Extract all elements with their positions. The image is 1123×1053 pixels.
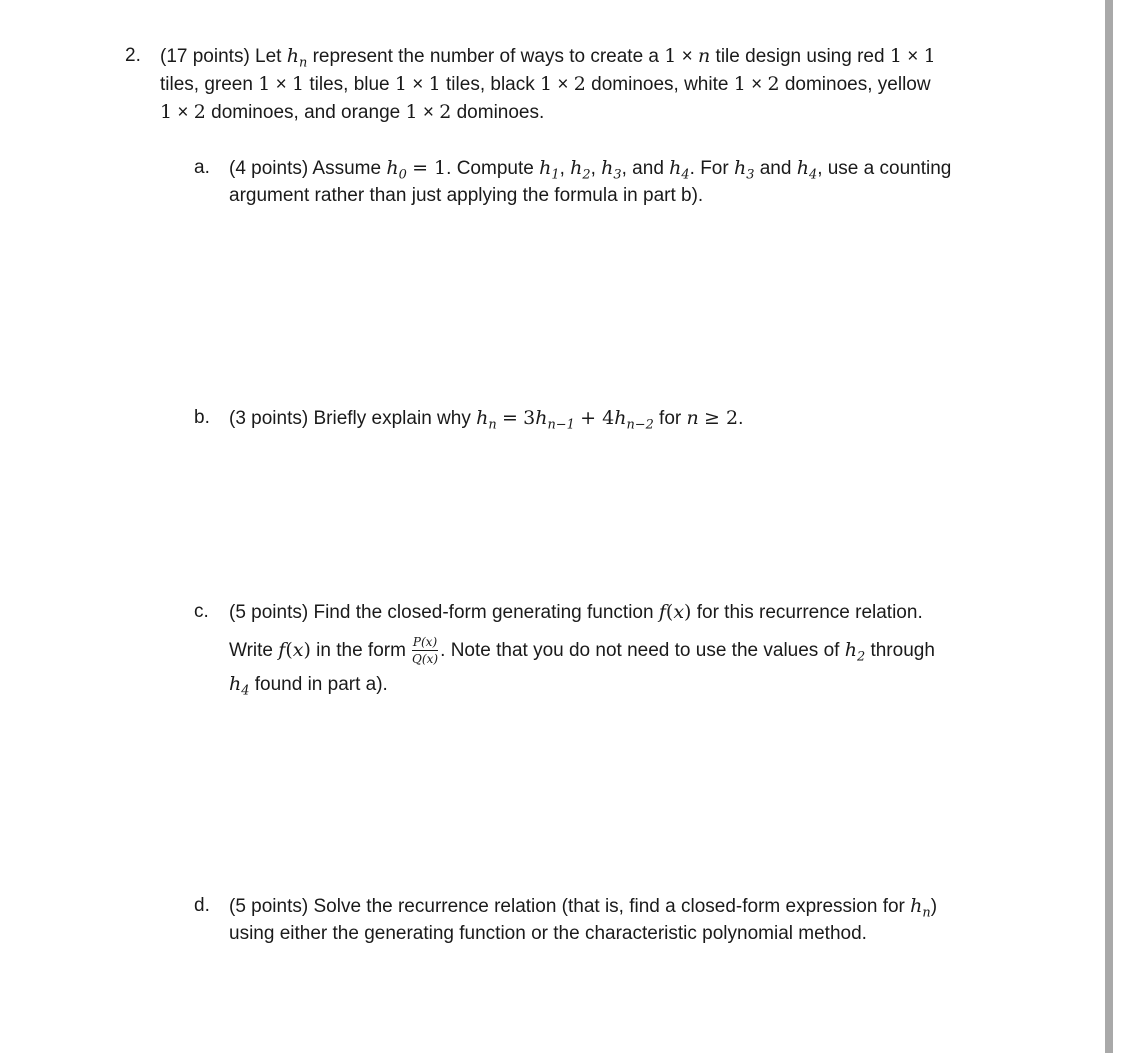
problem-text: (17 points) Let $h_n$ represent the number of ways to create a 1 × n tile design using red 1 × 1 [160,45,936,71]
part-a-line-2 [229,184,703,208]
part-d-line-1 [229,894,937,919]
part-b-line-1 [229,406,743,431]
vertical-scrollbar[interactable] [1105,0,1113,1053]
fraction-numerator: P(x) [412,635,438,649]
part-b-text: (3 points) Briefly explain why $h_n = 3h_{n-1} + 4h_{n-2}$ for n ≥ 2. [229,407,744,433]
part-a-label: a. [194,157,210,178]
part-c-label: c. [194,601,209,622]
part-c-text: $h_4$ found in part a). [229,673,388,699]
part-c-text: Write f(x) in the form $\frac{P(x)}{Q(x)}$ . Note that you do not need to use the values of $h_2$ through [229,635,935,666]
part-d-label: d. [194,895,210,916]
part-d-text: using either the generating function or the characteristic polynomial method. [229,923,867,944]
part-a-text: argument rather than just applying the formula in part b). [229,185,704,206]
part-c-line-3 [229,672,388,697]
fraction-p-over-q [412,635,438,666]
part-c-line-1 [229,600,923,625]
part-a-text: (4 points) Assume $h_0 = 1$. Compute $h_1$, $h_2$, $h_3$, and $h_4$. For $h_3$ and $h_4$, use a counting [229,157,952,183]
fraction-denominator: Q(x) [412,652,439,666]
part-c-text: (5 points) Find the closed-form generating function f(x) for this recurrence relation. [229,601,923,623]
problem-line-3 [160,100,544,125]
problem-line-2 [160,72,931,97]
part-d-text: (5 points) Solve the recurrence relation (that is, find a closed-form expression for $h_n$) [229,895,938,921]
problem-text: tiles, green 1 × 1 tiles, blue 1 × 1 tiles, black 1 × 2 dominoes, white 1 × 2 dominoes, yellow [160,73,931,95]
problem-text: 1 × 2 dominoes, and orange 1 × 2 dominoes. [160,101,545,123]
part-c-line-2 [229,635,935,666]
part-a-line-1 [229,156,951,181]
problem-number: 2. [125,45,141,66]
part-b-label: b. [194,407,210,428]
problem-line-1 [160,44,936,69]
part-d-line-2 [229,922,867,946]
